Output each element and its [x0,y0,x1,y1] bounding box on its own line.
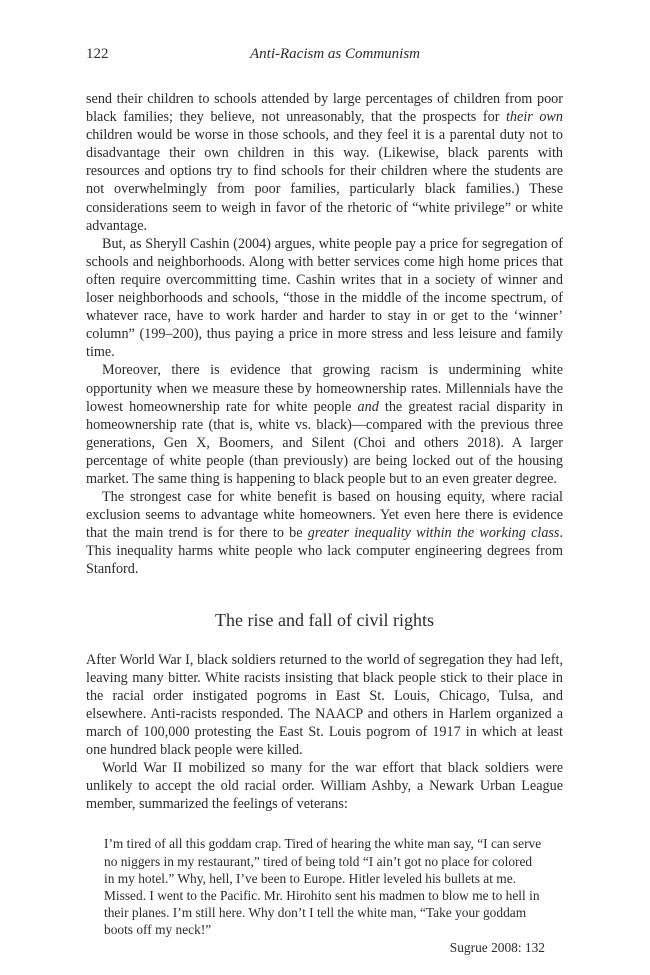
text-run: children would be worse in those schools, and they feel it is a parental duty not to disadvantage their own children in this way. (Likewise, black parents with resources and options try to find schools for their children where the students are not overwhelmingly from poor families, particularly black families.) These considerations seem to weigh in favor of the rhetoric of “white privilege” or white advantage. [86,127,563,234]
text-run: Moreover, there is evidence that growing racism is undermining white opportunity when we measure these by homeownership rates. Millennials have the lowest homeownership rate for white people [86,362,563,415]
paragraph-continuation [86,90,563,235]
body-text [86,90,563,956]
text-run: the greatest racial disparity in homeownership rate (that is, white vs. black)—compared with the previous three generations, Gen X, Boomers, and Silent (Choi and others 2018). A larger percentage of white people (than previously) are being locked out of the housing market. The same thing is happening to black people but to an even greater degree. [86,398,563,487]
text-run: . This inequality harms white people who lack computer engineering degrees from Stanford. [86,525,563,578]
text-run: The strongest case for white benefit is based on housing equity, where racial exclusion seems to advantage white homeowners. Yet even here there is evidence that the main trend is for there to be [86,489,563,542]
quote-text: I’m tired of all this goddam crap. Tired of hearing the white man say, “I can serve no niggers in my restaurant,” tired of being told “I ain’t got no place for colored in my hotel.” Why, hell, I’ve been to Europe. Hitler leveled his bullets at me. Missed. I went to the Pacific. Mr. Hirohito sent his madmen to blow me to hell in their planes. I’m still here. Why don’t I tell the white man, “Take your goddam boots off my neck!” [104,836,542,938]
paragraph-homeownership [86,361,563,488]
emphasis-text: their own [505,109,563,126]
emphasis-text: and [357,398,379,415]
running-head [86,44,564,64]
paragraph-world-war-two: World War II mobilized so many for the war effort that black soldiers were unlikely to accept the old racial order. William Ashby, a Newark Urban League member, summarized the feelings of veterans: [86,760,563,813]
page-number: 122 [86,46,109,62]
section-heading: The rise and fall of civil rights [215,609,434,630]
emphasis-text: greater inequality within the working class [307,525,560,542]
block-quote [86,835,563,955]
paragraph-world-war-one: After World War I, black soldiers returned to the world of segregation they had left, leaving many bitter. White racists insisting that black people stick to their place in the racial order instigated pogroms in East St. Louis, Chicago, Tulsa, and elsewhere. Anti-racists responded. The NAACP and others in Harlem organized a march of 100,000 protesting the East St. Louis pogrom of 1917 in which at least one hundred black people were killed. [86,651,563,758]
paragraph-cashin: But, as Sheryll Cashin (2004) argues, white people pay a price for segregation of schools and neighborhoods. Along with better services come high home prices that often require overcommitting time. Cashin writes that in a society of winner and loser neighborhoods and schools, “those in the middle of the income spectrum, of whatever race, have to work harder and harder to stay in or get to the ‘winner’ column” (199–200), thus paying a price in more stress and less leisure and family time. [86,235,563,361]
text-run: send their children to schools attended by large percentages of children from poor black families; they believe, not unreasonably, that the prospects for [86,91,563,126]
paragraph-housing-equity [86,488,563,578]
running-title: Anti-Racism as Communism [250,46,420,62]
quote-citation: Sugrue 2008: 132 [449,939,545,955]
